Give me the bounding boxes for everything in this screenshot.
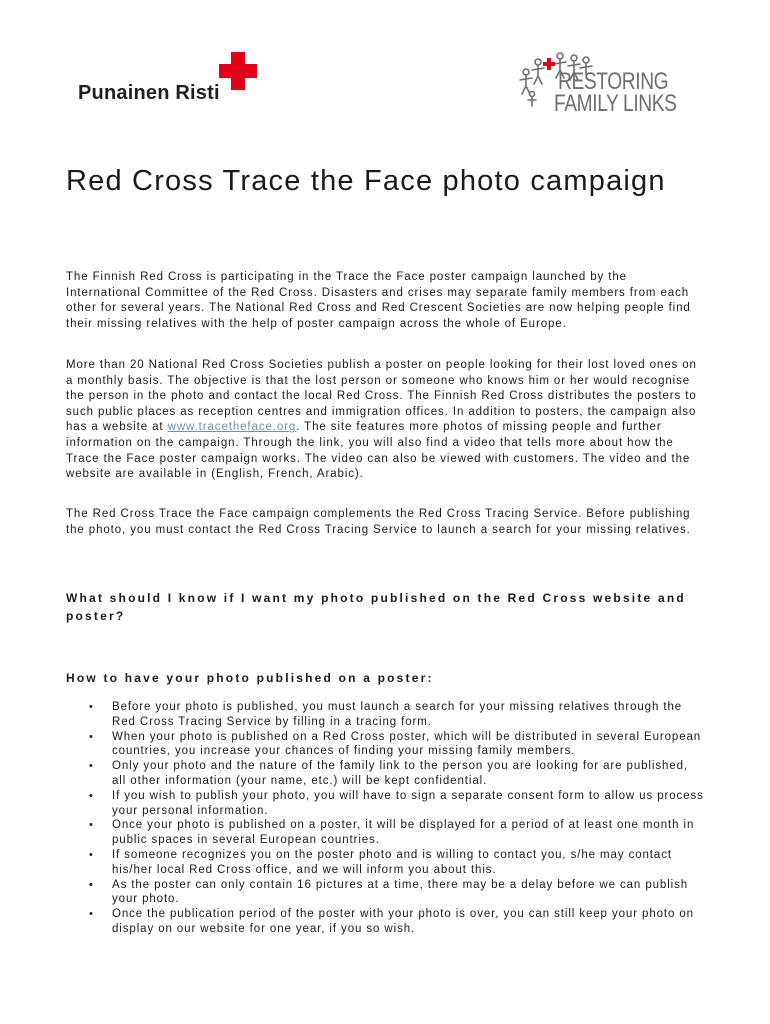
intro-paragraph: The Finnish Red Cross is participating in the Trace the Face poster campaign launched by the International Committee of the Red Cross. Disasters and crises may separate family members from each other for several years. The National Red Cross and Red Crescent Societies are now helping people find their missing relatives with the help of poster campaign across the whole of Europe. bbox=[66, 271, 691, 330]
section-heading-how-to: How to have your photo published on a poster: bbox=[66, 671, 434, 685]
list-item bbox=[66, 878, 706, 908]
list-item bbox=[66, 789, 706, 819]
bullet-icon: • bbox=[89, 819, 94, 832]
bullet-icon: • bbox=[89, 760, 94, 773]
bullet-icon: • bbox=[89, 789, 94, 802]
document-title: Red Cross Trace the Face photo campaign bbox=[66, 165, 666, 197]
list-item bbox=[66, 818, 706, 848]
list-item-text: If you wish to publish your photo, you will have to sign a separate consent form to allow us process your personal information. bbox=[112, 789, 704, 817]
logo-line-family-links: FAMILY LINKS bbox=[554, 90, 677, 117]
logo-line-restoring: RESTORING bbox=[558, 68, 669, 95]
list-item-text: Before your photo is published, you must launch a search for your missing relatives through the Red Cross Tracing Service by filling in a tracing form. bbox=[112, 701, 683, 728]
bullet-icon: • bbox=[89, 908, 94, 921]
list-item bbox=[66, 759, 706, 789]
section-heading-website-poster: What should I know if I want my photo published on the Red Cross website and poster? bbox=[66, 591, 686, 623]
list-item-text: Once your photo is published on a poster, it will be displayed for a period of at least one month in public spaces in several European countries. bbox=[112, 819, 695, 847]
campaign-text-after-link: . The site features more photos of missing people and further information on the campaign. Through the link, you will also find a video that tells more about how the Trace the Face poster campaign works. The video can also be viewed with customers. The video and the website are available in (English, French, Arabic). bbox=[66, 421, 691, 481]
red-cross-icon bbox=[219, 52, 257, 90]
list-item bbox=[66, 848, 706, 878]
list-item-text: Once the publication period of the poster with your photo is over, you can still keep your photo on display on our website for one year, if you so wish. bbox=[112, 908, 694, 935]
list-item-text: When your photo is published on a Red Cross poster, which will be distributed in several European countries, you increase your chances of finding your missing family members. bbox=[112, 730, 702, 758]
campaign-paragraph bbox=[66, 358, 706, 483]
tracetheface-link[interactable]: www.tracetheface.org bbox=[167, 421, 297, 434]
list-item bbox=[66, 730, 706, 760]
punainen-risti-logo bbox=[78, 48, 258, 108]
restoring-family-links-logo bbox=[516, 50, 696, 120]
tracing-service-paragraph: The Red Cross Trace the Face campaign complements the Red Cross Tracing Service. Before publishing the photo, you must contact the Red Cross Tracing Service to launch a search for your missing relatives. bbox=[66, 508, 691, 536]
list-item bbox=[66, 700, 706, 730]
campaign-text-before-link: More than 20 National Red Cross Societies publish a poster on people looking for their lost loved ones on a monthly basis. The objective is that the lost person or someone who knows him or her would recognise the person in the photo and contact the local Red Cross. The Finnish Red Cross distributes the posters to such public places as reception centres and immigration offices. In addition to posters, the campaign also has a website at bbox=[66, 359, 697, 434]
bullet-icon: • bbox=[89, 701, 94, 713]
instructions-list bbox=[66, 700, 706, 937]
list-item-text: Only your photo and the nature of the family link to the person you are looking for are published, all other information (your name, etc.) will be kept confidential. bbox=[112, 760, 688, 787]
list-item bbox=[66, 907, 706, 937]
bullet-icon: • bbox=[89, 730, 94, 743]
list-item-text: If someone recognizes you on the poster photo and is willing to contact you, s/he may contact his/her local Red Cross office, and we will inform you about this. bbox=[112, 848, 672, 876]
list-item-text: As the poster can only contain 16 pictures at a time, there may be a delay before we can publish your photo. bbox=[112, 878, 689, 906]
logo-text: Punainen Risti bbox=[78, 82, 220, 104]
bullet-icon: • bbox=[89, 878, 94, 891]
bullet-icon: • bbox=[89, 848, 94, 861]
